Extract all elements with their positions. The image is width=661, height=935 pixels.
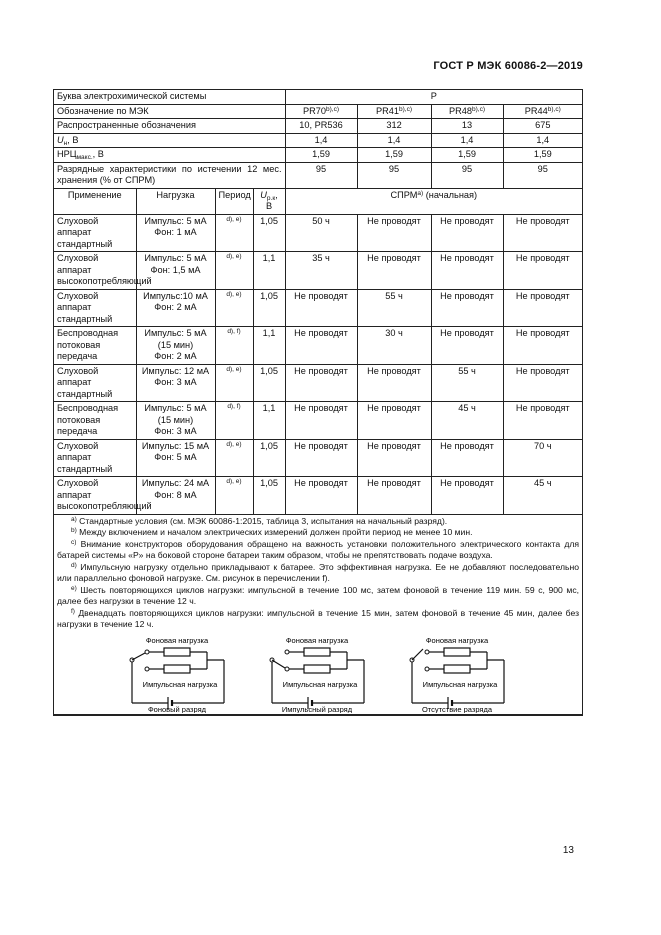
discharge-value: 95 bbox=[357, 162, 431, 188]
application-cell: Слуховой аппарат высокопотребляющий bbox=[54, 252, 136, 290]
iec-designation: $PR48^{b),c)}$ bbox=[431, 104, 503, 119]
un-label: $U_н$, В bbox=[54, 133, 285, 148]
up-cell: 1,05 bbox=[253, 214, 285, 252]
discharge-value: 95 bbox=[503, 162, 582, 188]
col-sprm: СПРМ$^{a)}$ (начальная) bbox=[285, 188, 582, 214]
sprm-cell: Не проводят bbox=[503, 214, 582, 252]
background-load-label: Фоновая нагрузка bbox=[425, 635, 489, 645]
discharge-value: 95 bbox=[285, 162, 357, 188]
iec-designation: $PR44^{b),c)}$ bbox=[503, 104, 582, 119]
application-cell: Слуховой аппарат стандартный bbox=[54, 214, 136, 252]
table-row bbox=[54, 252, 582, 290]
sprm-cell: Не проводят bbox=[285, 477, 357, 515]
load-line: (15 мин) bbox=[157, 339, 194, 350]
sprm-cell: Не проводят bbox=[285, 439, 357, 477]
up-cell: 1,05 bbox=[253, 477, 285, 515]
sprm-cell: 30 ч bbox=[357, 327, 431, 365]
load-line: Фон: 8 мА bbox=[154, 489, 197, 500]
iec-designation: $PR41^{b),c)}$ bbox=[357, 104, 431, 119]
common-value: 13 bbox=[431, 119, 503, 134]
up-cell: 1,1 bbox=[253, 327, 285, 365]
col-application: Применение bbox=[54, 188, 136, 214]
footnote-mark: b) bbox=[71, 527, 77, 534]
row-letter bbox=[54, 90, 582, 104]
application-cell: Беспроводная потоковая передача bbox=[54, 327, 136, 365]
hrpu-value: 1,59 bbox=[285, 148, 357, 163]
load-line: Фон: 3 мА bbox=[154, 426, 197, 436]
row-un bbox=[54, 133, 582, 148]
letter-label: Буква электрохимической системы bbox=[54, 90, 285, 104]
period-cell: d), e) bbox=[215, 289, 253, 327]
circuit-diagram bbox=[392, 635, 522, 713]
sprm-cell: 50 ч bbox=[285, 214, 357, 252]
hrpu-value: 1,59 bbox=[357, 148, 431, 163]
sprm-cell: 55 ч bbox=[431, 364, 503, 402]
notes-list bbox=[57, 516, 579, 631]
load-line: Фон: 2 мА bbox=[154, 351, 197, 361]
period-cell: d), e) bbox=[215, 214, 253, 252]
un-value: 1,4 bbox=[431, 133, 503, 148]
footnote-text: Импульсную нагрузку отдельно прикладывают к батарее. Это эффективная нагрузка. Ее не добавляют последовательно или параллельно фоновой нагрузке. См. рисунок в перечислении f). bbox=[57, 561, 580, 583]
sprm-cell: Не проводят bbox=[357, 477, 431, 515]
pulse-load-label: Импульсная нагрузка bbox=[422, 679, 498, 689]
load-cell bbox=[136, 402, 215, 440]
footnote-mark: a) bbox=[71, 515, 77, 523]
circuit-diagrams bbox=[57, 635, 579, 713]
pulse-load-label: Импульсная нагрузка bbox=[282, 679, 358, 689]
sprm-cell: Не проводят bbox=[503, 327, 582, 365]
circuit-diagram bbox=[112, 635, 242, 713]
load-cell bbox=[136, 327, 215, 365]
sprm-cell: Не проводят bbox=[503, 289, 582, 327]
table-row bbox=[54, 364, 582, 402]
application-cell: Слуховой аппарат стандартный bbox=[54, 364, 136, 402]
iec-designation: $PR70^{b),c)}$ bbox=[285, 104, 357, 119]
un-value: 1,4 bbox=[285, 133, 357, 148]
period-cell: d), f) bbox=[215, 327, 253, 365]
up-cell: 1,1 bbox=[253, 252, 285, 290]
background-resistor bbox=[304, 648, 330, 656]
application-cell: Слуховой аппарат стандартный bbox=[54, 439, 136, 477]
table-row bbox=[54, 214, 582, 252]
load-cell bbox=[136, 289, 215, 327]
footnote-text: Двенадцать повторяющихся циклов нагрузки: импульсной в течение 15 мин, затем фоновой в течение 45 мин, далее без нагрузки в течение 12 ч. bbox=[57, 607, 580, 629]
application-cell: Слуховой аппарат стандартный bbox=[54, 289, 136, 327]
period-cell: d), f) bbox=[215, 402, 253, 440]
table-row bbox=[54, 289, 582, 327]
sprm-cell: Не проводят bbox=[357, 214, 431, 252]
pulse-resistor bbox=[304, 665, 330, 673]
sprm-cell: Не проводят bbox=[431, 439, 503, 477]
load-line: Фон: 1 мА bbox=[154, 227, 197, 237]
common-value: 675 bbox=[503, 119, 582, 134]
load-line: Импульс: 12 мА bbox=[141, 365, 210, 376]
page-number: 13 bbox=[562, 845, 574, 856]
load-line: Фон: 3 мА bbox=[154, 377, 197, 387]
notes-cell bbox=[54, 514, 582, 714]
sprm-cell: Не проводят bbox=[431, 252, 503, 290]
background-load-label: Фоновая нагрузка bbox=[145, 635, 209, 645]
footnote-mark: c) bbox=[71, 538, 77, 546]
switch-contact bbox=[285, 650, 289, 654]
switch-contact bbox=[425, 667, 429, 671]
row-iec bbox=[54, 104, 582, 119]
load-cell bbox=[136, 364, 215, 402]
pulse-resistor bbox=[164, 665, 190, 673]
diagram-2 bbox=[252, 635, 382, 713]
sprm-cell: 35 ч bbox=[285, 252, 357, 290]
common-value: 312 bbox=[357, 119, 431, 134]
sprm-cell: 45 ч bbox=[431, 402, 503, 440]
load-line: Фон: 1,5 мА bbox=[150, 264, 201, 275]
un-value: 1,4 bbox=[357, 133, 431, 148]
footnote-mark: e) bbox=[71, 584, 77, 592]
diagram-caption: Отсутствие разряда bbox=[421, 704, 493, 713]
up-cell: 1,1 bbox=[253, 402, 285, 440]
load-line: Фон: 5 мА bbox=[154, 452, 197, 462]
switch-contact bbox=[285, 667, 289, 671]
document-header: ГОСТ Р МЭК 60086-2—2019 bbox=[433, 60, 583, 72]
discharge-value: 95 bbox=[431, 162, 503, 188]
period-cell: d), e) bbox=[215, 439, 253, 477]
col-up: $U_{р.к}$, В bbox=[253, 188, 285, 214]
up-cell: 1,05 bbox=[253, 364, 285, 402]
footnote bbox=[57, 562, 579, 585]
background-load-label: Фоновая нагрузка bbox=[285, 635, 349, 645]
sprm-cell: Не проводят bbox=[431, 289, 503, 327]
background-resistor bbox=[164, 648, 190, 656]
period-cell: d), e) bbox=[215, 477, 253, 515]
application-cell: Беспроводная потоковая передача bbox=[54, 402, 136, 440]
table-row bbox=[54, 402, 582, 440]
diagram-caption: Импульсный разряд bbox=[281, 704, 353, 713]
background-resistor bbox=[444, 648, 470, 656]
sprm-cell: Не проводят bbox=[503, 364, 582, 402]
load-cell bbox=[136, 214, 215, 252]
hrpu-label: $НРЦ_{макс.}$, В bbox=[54, 148, 285, 163]
col-load: Нагрузка bbox=[136, 188, 215, 214]
sprm-cell: 45 ч bbox=[503, 477, 582, 515]
up-cell: 1,05 bbox=[253, 439, 285, 477]
sprm-cell: Не проводят bbox=[503, 402, 582, 440]
load-line: Импульс:10 мА bbox=[143, 290, 208, 301]
iec-label: Обозначение по МЭК bbox=[54, 104, 285, 119]
footnote-mark: d) bbox=[71, 561, 77, 569]
table-row bbox=[54, 327, 582, 365]
discharge-label: Разрядные характеристики по истечении 12 мес. хранения (% от СПРМ) bbox=[54, 162, 285, 188]
diagram-1 bbox=[112, 635, 242, 713]
common-label: Распространенные обозначения bbox=[54, 119, 285, 134]
period-cell: d), e) bbox=[215, 252, 253, 290]
footnote bbox=[57, 608, 579, 631]
hrpu-value: 1,59 bbox=[431, 148, 503, 163]
sprm-cell: Не проводят bbox=[285, 289, 357, 327]
footnote-text: Шесть повторяющихся циклов нагрузки: импульсной в течение 100 мс, затем фоновой в течение 119 мин. 59 с, 900 мс, далее без нагрузки в течение 12 ч. bbox=[57, 584, 580, 606]
row-hrpu bbox=[54, 148, 582, 163]
load-line: Импульс: 5 мА bbox=[144, 328, 207, 338]
pulse-resistor bbox=[444, 665, 470, 673]
footnote-text: Внимание конструкторов оборудования обращено на важность установки положительного электрического контакта для батарей системы «P» на боковой стороне батареи таким образом, чтобы не препятствовать подаче воздуха. bbox=[57, 538, 580, 560]
col-period: Период bbox=[215, 188, 253, 214]
letter-value: P bbox=[285, 90, 582, 104]
load-line: Импульс: 5 мА bbox=[144, 215, 207, 226]
sprm-cell: 55 ч bbox=[357, 289, 431, 327]
sprm-cell: Не проводят bbox=[357, 364, 431, 402]
load-line: Импульс: 24 мА bbox=[141, 478, 210, 488]
circuit-diagram bbox=[252, 635, 382, 713]
period-cell: d), e) bbox=[215, 364, 253, 402]
hrpu-value: 1,59 bbox=[503, 148, 582, 163]
footnote bbox=[57, 516, 579, 528]
sprm-cell: Не проводят bbox=[357, 439, 431, 477]
switch-contact bbox=[425, 650, 429, 654]
load-line: Импульс: 5 мА bbox=[144, 253, 207, 263]
sub-header-row bbox=[54, 188, 582, 214]
sprm-cell: Не проводят bbox=[285, 327, 357, 365]
sprm-cell: Не проводят bbox=[285, 402, 357, 440]
application-cell: Слуховой аппарат высокопотребляющий bbox=[54, 477, 136, 515]
sprm-cell: Не проводят bbox=[431, 327, 503, 365]
load-line: (15 мин) bbox=[157, 414, 194, 425]
sprm-cell: 70 ч bbox=[503, 439, 582, 477]
footnote bbox=[57, 585, 579, 608]
sprm-cell: Не проводят bbox=[357, 402, 431, 440]
battery-table bbox=[53, 89, 583, 716]
load-line: Импульс: 15 мА bbox=[141, 440, 210, 451]
diagram-caption: Фоновый разряд bbox=[147, 704, 207, 713]
footnote-text: Между включением и началом электрических измерений должен пройти период не менее 10 мин. bbox=[79, 527, 473, 537]
row-common bbox=[54, 119, 582, 134]
pulse-load-label: Импульсная нагрузка bbox=[142, 679, 218, 689]
un-value: 1,4 bbox=[503, 133, 582, 148]
sprm-cell: Не проводят bbox=[503, 252, 582, 290]
switch-contact bbox=[145, 650, 149, 654]
sprm-cell: Не проводят bbox=[357, 252, 431, 290]
diagram-3 bbox=[392, 635, 522, 713]
footnote-text: Стандартные условия (см. МЭК 60086-1:2015, таблица 3, испытания на начальный разряд). bbox=[79, 515, 448, 526]
notes-row bbox=[54, 514, 582, 714]
sprm-cell: Не проводят bbox=[431, 477, 503, 515]
footnote-mark: f) bbox=[71, 607, 75, 615]
load-line: Фон: 2 мА bbox=[154, 302, 197, 312]
table-row bbox=[54, 439, 582, 477]
sprm-cell: Не проводят bbox=[431, 214, 503, 252]
row-discharge bbox=[54, 162, 582, 188]
footnote bbox=[57, 539, 579, 562]
table-row bbox=[54, 477, 582, 515]
sprm-cell: Не проводят bbox=[285, 364, 357, 402]
load-line: Импульс: 5 мА bbox=[144, 403, 207, 413]
switch-contact bbox=[145, 667, 149, 671]
footnote bbox=[57, 527, 579, 539]
load-cell bbox=[136, 439, 215, 477]
common-value: 10, PR536 bbox=[285, 119, 357, 134]
up-cell: 1,05 bbox=[253, 289, 285, 327]
